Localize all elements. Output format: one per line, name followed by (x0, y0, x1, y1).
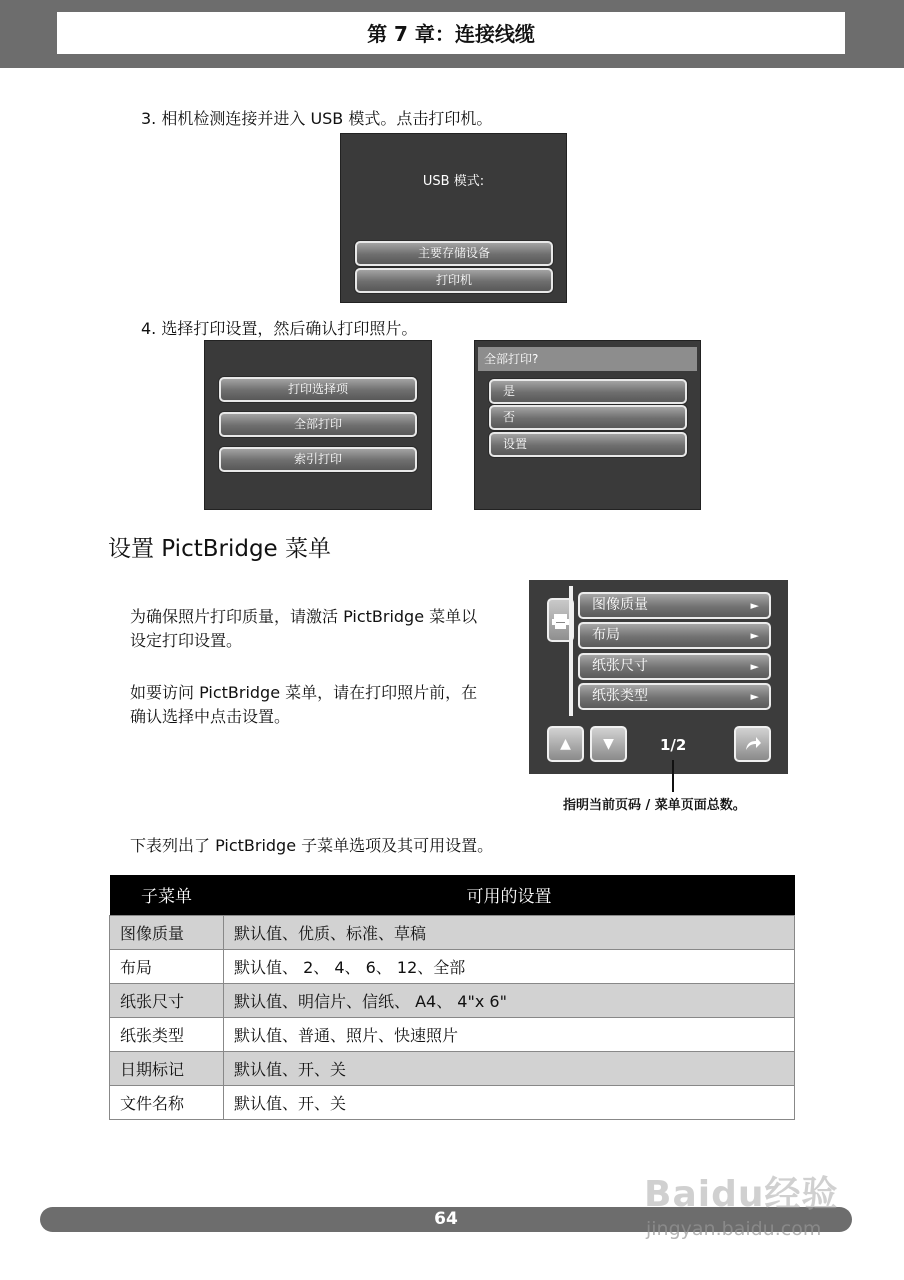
settings-cell: 默认值、普通、照片、快速照片 (224, 1017, 795, 1051)
paragraph-2-line-2: 确认选择中点击设置。 (130, 707, 291, 726)
table-intro: 下表列出了 PictBridge 子菜单选项及其可用设置。 (130, 836, 494, 855)
callout-line (672, 760, 674, 792)
settings-cell: 默认值、开、关 (224, 1051, 795, 1085)
submenu-cell: 文件名称 (110, 1085, 224, 1119)
yes-button[interactable]: 是 (489, 379, 687, 404)
step-4-text: 4. 选择打印设置，然后确认打印照片。 (141, 319, 418, 338)
submenu-cell: 纸张尺寸 (110, 983, 224, 1017)
paragraph-2-line-1: 如要访问 PictBridge 菜单，请在打印照片前，在 (130, 683, 478, 702)
baidu-watermark-logo: Baidu经验 (644, 1174, 839, 1215)
column-header-settings: 可用的设置 (224, 875, 795, 915)
menu-item-label: 图像质量 (592, 597, 648, 613)
menu-item-label: 布局 (592, 627, 620, 643)
settings-cell: 默认值、优质、标准、草稿 (224, 915, 795, 949)
arrow-right-icon: ► (750, 599, 759, 612)
print-selection-button[interactable]: 打印选择项 (219, 377, 417, 402)
page-up-button[interactable] (547, 726, 584, 762)
header-band (0, 0, 904, 68)
pictbridge-menu-screen (529, 580, 788, 774)
page-indicator: 1/2 (660, 736, 687, 754)
settings-cell: 默认值、 2、 4、 6、 12、全部 (224, 949, 795, 983)
triangle-up-icon: ▲ (560, 736, 571, 752)
menu-item-label: 纸张类型 (592, 688, 648, 704)
arrow-right-icon: ► (750, 690, 759, 703)
print-all-button[interactable]: 全部打印 (219, 412, 417, 437)
print-all-question: 全部打印? (478, 347, 697, 371)
submenu-cell: 日期标记 (110, 1051, 224, 1085)
paragraph-1-line-1: 为确保照片打印质量，请激活 PictBridge 菜单以 (130, 607, 478, 626)
usb-mode-title: USB 模式: (422, 174, 485, 189)
table-row (110, 1051, 795, 1085)
menu-item-layout[interactable] (578, 622, 771, 649)
baidu-watermark-url: jingyan.baidu.com (646, 1218, 822, 1240)
menu-item-paper-type[interactable] (578, 683, 771, 710)
paragraph-1-line-2: 设定打印设置。 (130, 631, 243, 650)
menu-divider (569, 586, 573, 716)
table-row (110, 983, 795, 1017)
table-row (110, 1085, 795, 1119)
submenu-cell: 布局 (110, 949, 224, 983)
footer-page-number: 64 (40, 1207, 852, 1232)
settings-cell: 默认值、开、关 (224, 1085, 795, 1119)
paragraph-2 (130, 681, 477, 729)
submenu-cell: 纸张类型 (110, 1017, 224, 1051)
print-all-confirm-screen (474, 340, 701, 510)
table-header-row (110, 875, 795, 915)
table-row (110, 915, 795, 949)
return-arrow-icon (743, 734, 763, 754)
printer-button[interactable]: 打印机 (355, 268, 553, 293)
menu-item-paper-size[interactable] (578, 653, 771, 680)
table-row (110, 1017, 795, 1051)
settings-cell: 默认值、明信片、信纸、 A4、 4"x 6" (224, 983, 795, 1017)
submenu-cell: 图像质量 (110, 915, 224, 949)
pictbridge-settings-table (109, 875, 795, 1120)
column-header-submenu: 子菜单 (110, 875, 224, 915)
page-indicator-callout: 指明当前页码 / 菜单页面总数。 (563, 798, 746, 813)
triangle-down-icon: ▼ (603, 736, 614, 752)
paragraph-1 (130, 605, 477, 653)
print-options-screen (204, 340, 432, 510)
no-button[interactable]: 否 (489, 405, 687, 430)
section-title: 设置 PictBridge 菜单 (108, 536, 332, 562)
menu-item-label: 纸张尺寸 (592, 658, 648, 674)
table-row (110, 949, 795, 983)
page-down-button[interactable] (590, 726, 627, 762)
settings-button[interactable]: 设置 (489, 432, 687, 457)
return-button[interactable] (734, 726, 771, 762)
mass-storage-button[interactable]: 主要存储设备 (355, 241, 553, 266)
arrow-right-icon: ► (750, 629, 759, 642)
usb-mode-screen (340, 133, 567, 303)
arrow-right-icon: ► (750, 660, 759, 673)
menu-item-image-quality[interactable] (578, 592, 771, 619)
chapter-title: 第 7 章：连接线缆 (57, 12, 845, 54)
step-3-text: 3. 相机检测连接并进入 USB 模式。点击打印机。 (141, 109, 493, 128)
index-print-button[interactable]: 索引打印 (219, 447, 417, 472)
